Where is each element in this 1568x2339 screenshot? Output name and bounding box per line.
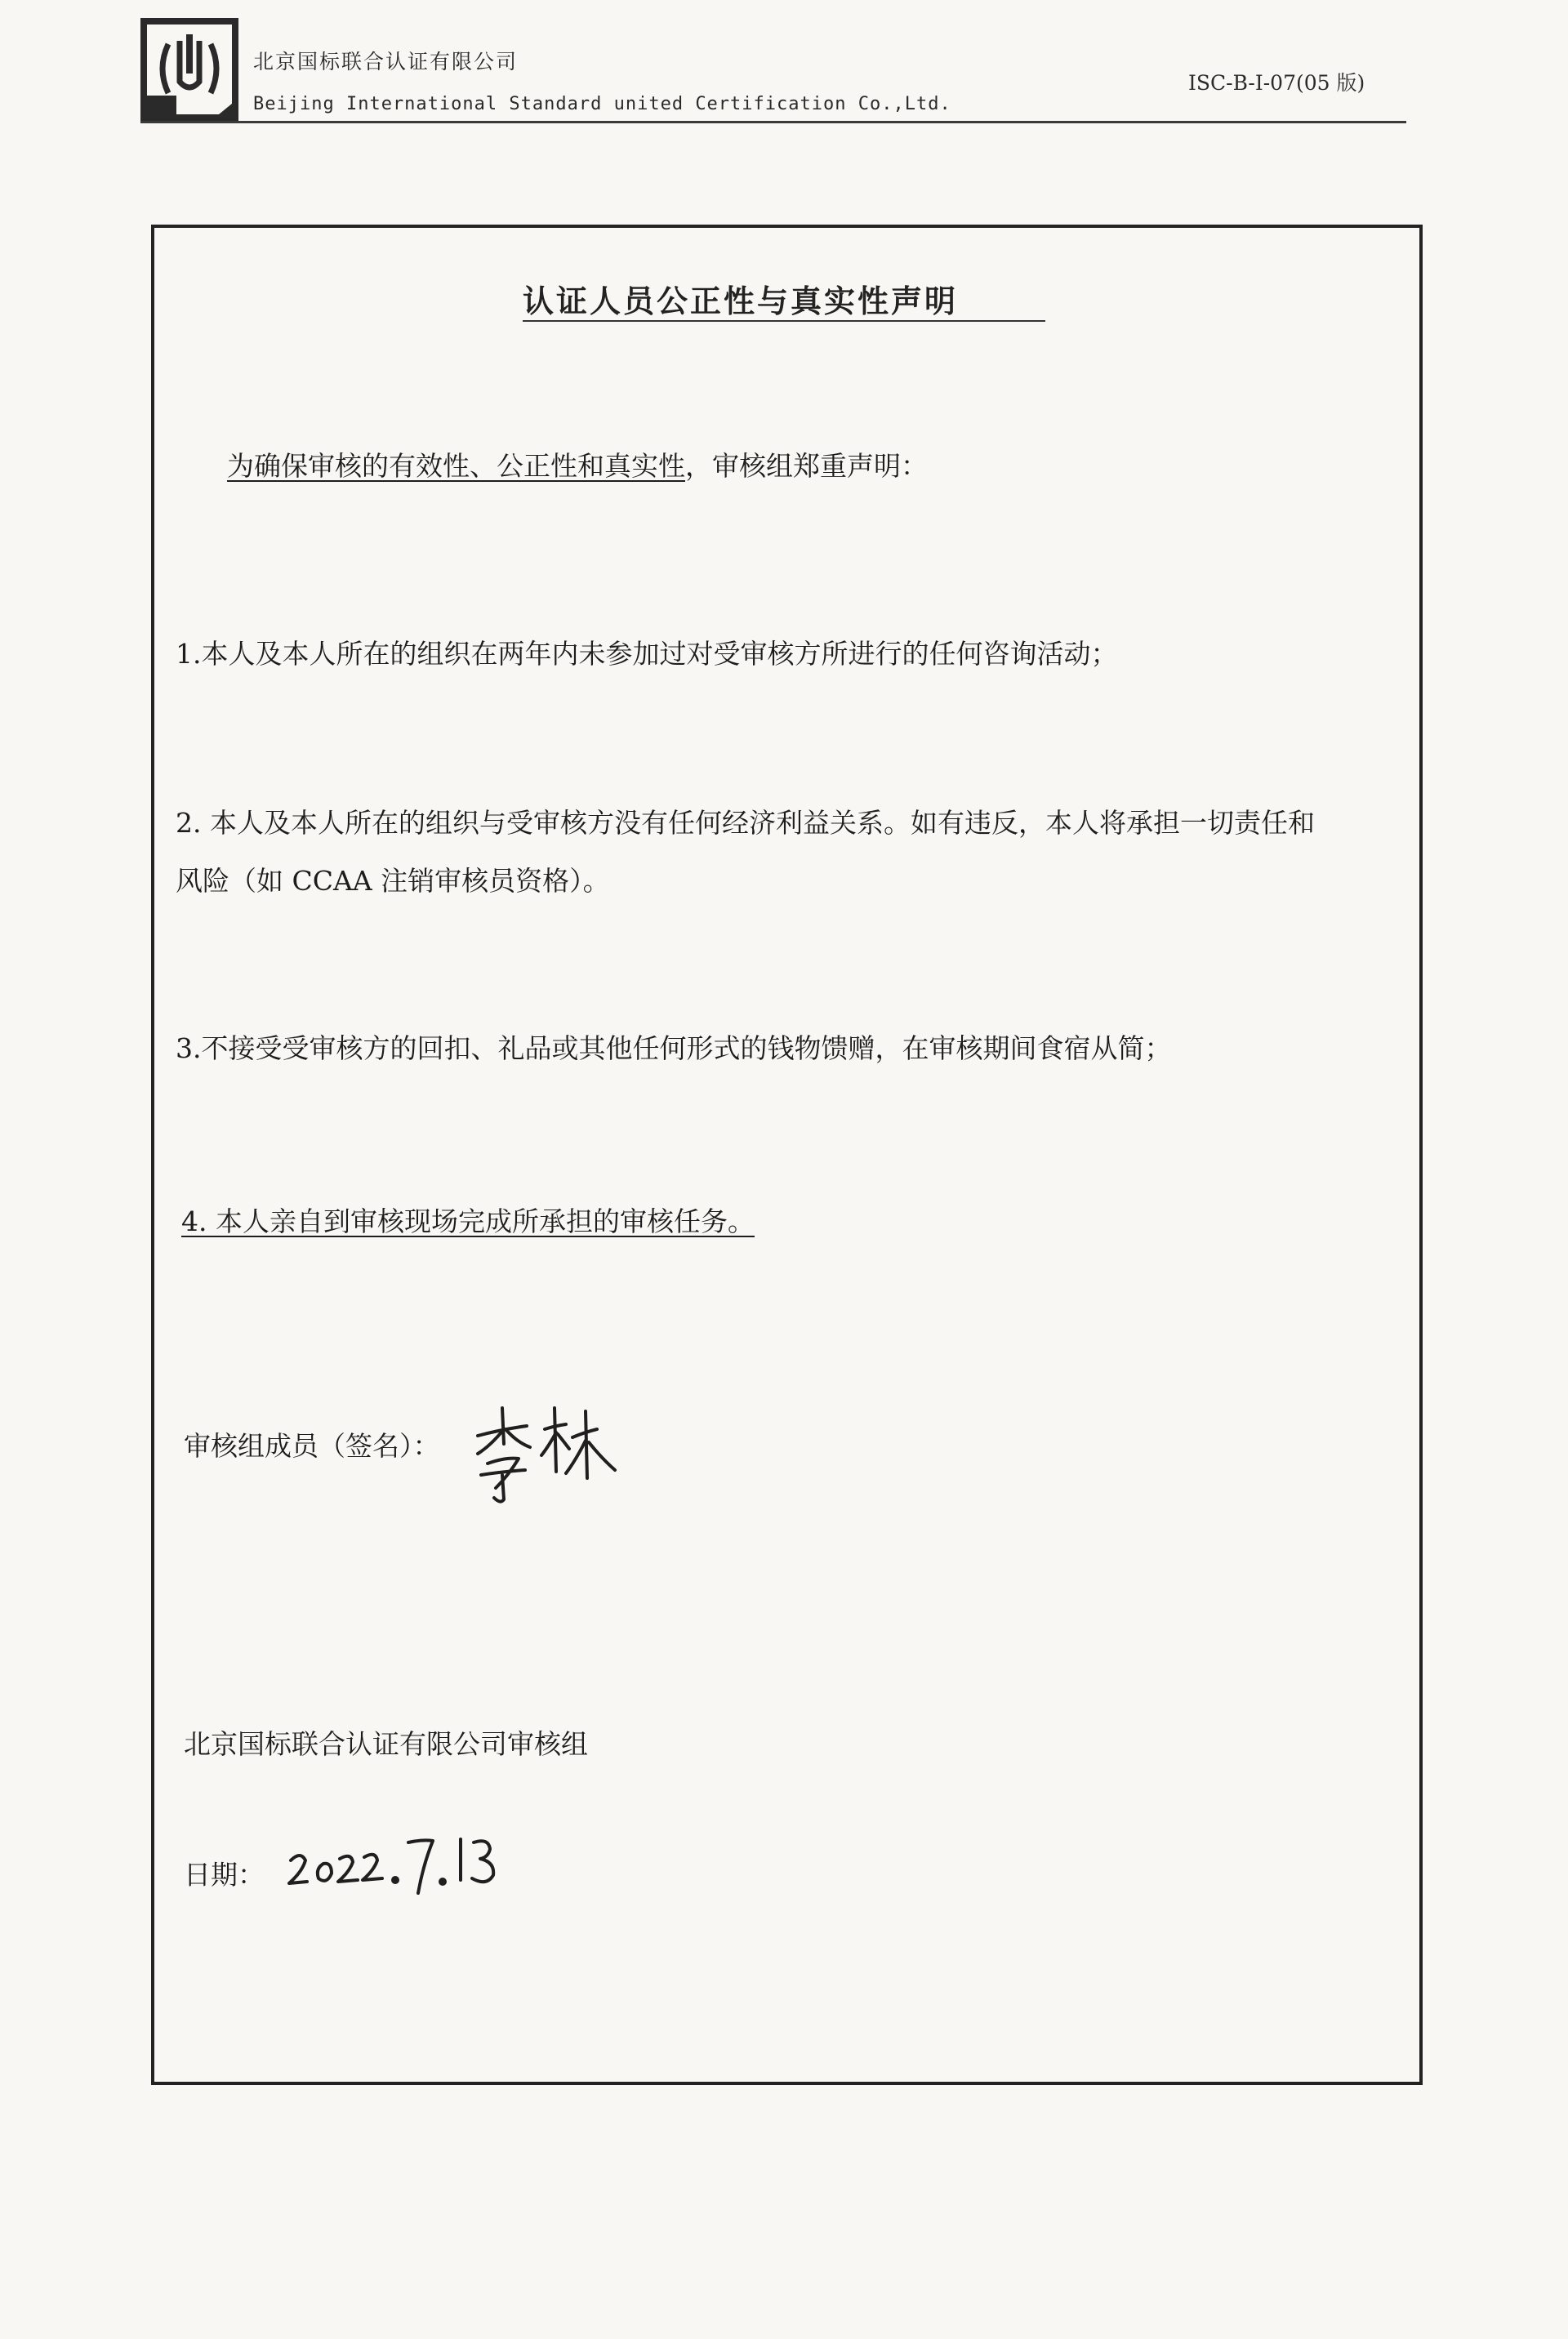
company-logo-icon: [140, 18, 238, 121]
title-underline: [523, 320, 1045, 322]
statement-item-3: 3.不接受受审核方的回扣、礼品或其他任何形式的钱物馈赠，在审核期间食宿从简；: [176, 1032, 1172, 1064]
intro-text: ，审核组郑重声明：: [685, 450, 928, 482]
statement-frame: [151, 225, 1423, 2085]
document-header: [0, 0, 1568, 163]
intro-paragraph: [227, 445, 928, 483]
intro-underlined-text: 为确保审核的有效性、公正性和真实性: [227, 450, 685, 482]
statement-item-2: 2. 本人及本人所在的组织与受审核方没有任何经济利益关系。如有违反，本人将承担一切责任和: [176, 807, 1315, 839]
date-label: 日期：: [184, 1859, 265, 1891]
company-name-en: Beijing International Standard united Certification Co.,Ltd.: [253, 94, 951, 114]
company-name-cn: 北京国标联合认证有限公司: [253, 50, 519, 74]
handwritten-signature: [470, 1397, 625, 1511]
header-divider: [140, 121, 1406, 123]
document-title: 认证人员公正性与真实性声明: [523, 283, 959, 319]
document-code: ISC-B-I-07(05 版): [1188, 71, 1365, 95]
statement-item-2-continued: 风险（如 CCAA 注销审核员资格）。: [176, 865, 610, 897]
statement-item-4: 4. 本人亲自到审核现场完成所承担的审核任务。: [181, 1205, 755, 1237]
statement-item-1: 1.本人及本人所在的组织在两年内未参加过对受审核方所进行的任何咨询活动；: [176, 638, 1118, 670]
handwritten-date: [286, 1829, 514, 1903]
member-signature-label: 审核组成员（签名）：: [184, 1430, 440, 1462]
audit-team-org: 北京国标联合认证有限公司审核组: [184, 1728, 588, 1760]
